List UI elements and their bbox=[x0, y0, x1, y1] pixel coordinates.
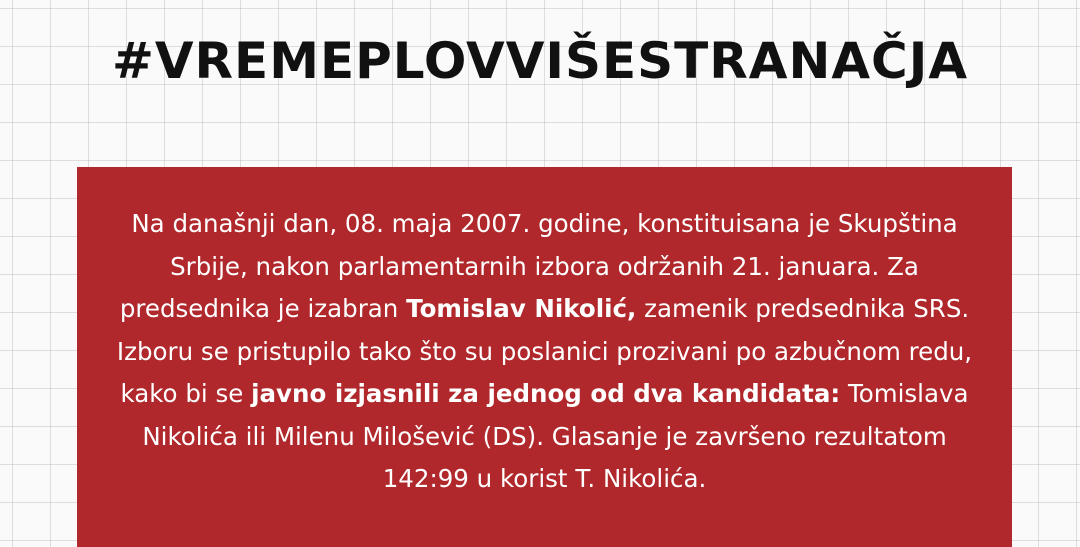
bold-name-tomislav-nikolic: Tomislav Nikolić, bbox=[406, 294, 637, 323]
article-paragraph bbox=[107, 203, 982, 501]
hashtag-title: #VREMEPLOVVIŠESTRANAČJA bbox=[111, 32, 969, 90]
paragraph-text-part-3: Tomislava Nikolića ili Milenu Milošević (DS). Glasanje je završeno rezultatom 142:99 u korist T. Nikolića. bbox=[142, 379, 969, 493]
paragraph-text-part-1: Na današnji dan, 08. maja 2007. godine, konstituisana je Skupština Srbije, nakon parlamentarnih izbora održanih 21. januara. Za predsednika je izabran bbox=[119, 209, 958, 323]
paragraph-text-part-2: zamenik predsednika SRS. Izboru se pristupilo tako što su poslanici prozivani po azbučnom redu, kako bi se bbox=[116, 294, 973, 408]
bold-public-declaration: javno izjasnili za jednog od dva kandidata: bbox=[251, 379, 841, 408]
red-text-card bbox=[77, 167, 1012, 547]
